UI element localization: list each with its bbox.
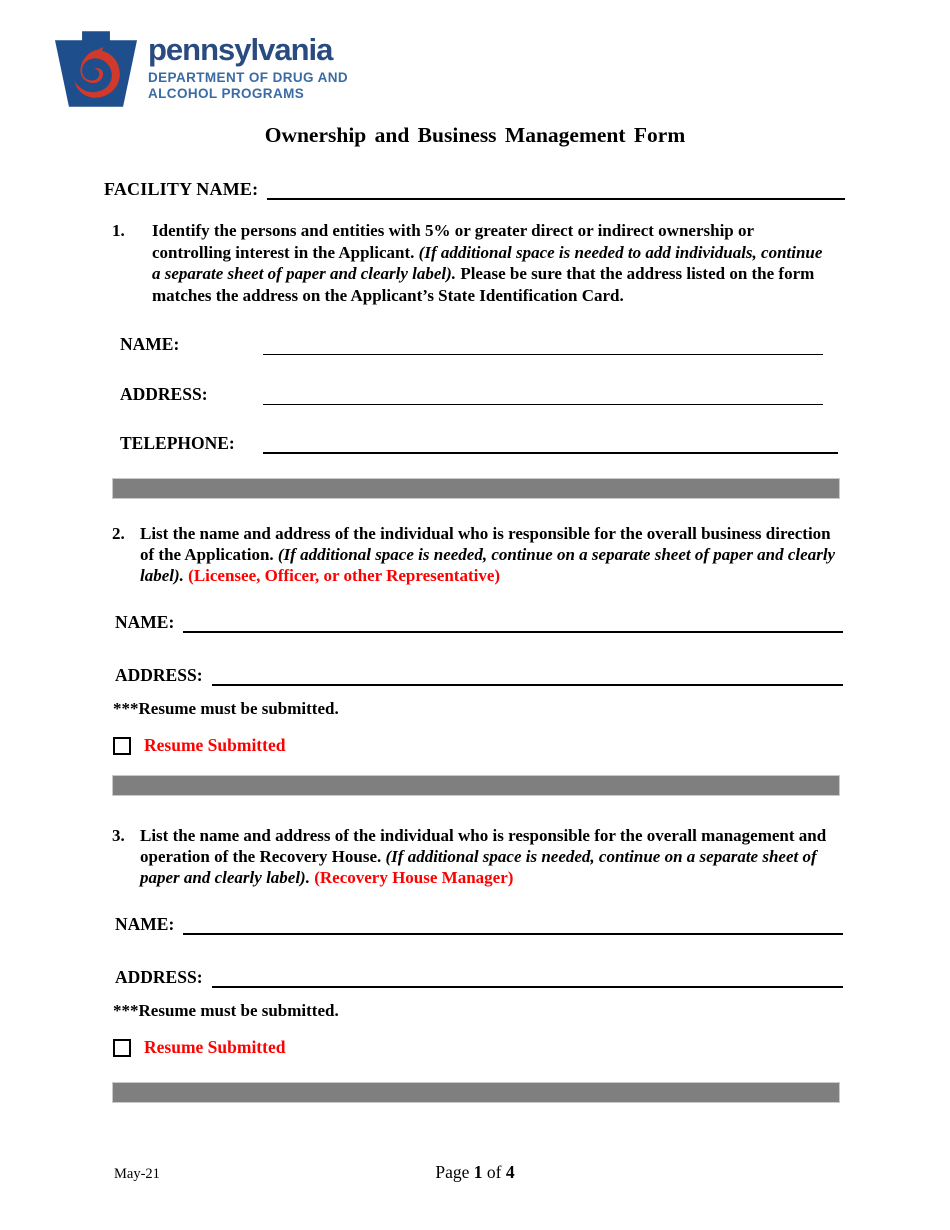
field-row-telephone [120,430,838,454]
resume-checkbox[interactable] [113,737,131,755]
address-input-line[interactable] [263,380,823,405]
name-input-line[interactable] [183,909,843,935]
section-2-paragraph [112,524,844,586]
facility-name-line[interactable] [267,172,845,200]
section-3-paragraph [112,826,844,888]
item-number: 1. [112,221,125,240]
address-input-line[interactable] [212,962,843,988]
resume-checkbox-row [113,735,285,756]
form-title: Ownership and Business Management Form [264,123,686,147]
telephone-input-line[interactable] [263,428,838,454]
item-text: List the name and address of the individual who is responsible for the overall business direction of the Application. (If additional space is needed, continue on a separate sheet of paper and clearly label). (Licensee, Officer, or other Representative) [140,524,836,585]
pa-ddap-logo [55,30,348,108]
address-label: ADDRESS: [120,384,208,404]
field-row-name [115,609,843,633]
footer-date: May-21 [114,1166,160,1182]
logo-wordmark: pennsylvania [148,32,333,67]
logo-dept-line1: DEPARTMENT OF DRUG AND [148,70,349,85]
logo-dept-line2: ALCOHOL PROGRAMS [148,85,305,101]
facility-name-label: FACILITY NAME: [104,179,259,199]
field-row-address [115,964,843,988]
resume-note: ***Resume must be submitted. [113,699,339,718]
field-row-name [115,911,843,935]
item-text: Identify the persons and entities with 5% or greater direct or indirect ownership or controlling interest in the Applicant. (If additional space is needed to add individuals, continue a separate sheet of paper and clearly label). Please be sure that the address listed on the form matches the address on the Applicant’s State Identification Card. [152,221,823,305]
address-label: ADDRESS: [115,967,203,987]
section-divider-bar [112,775,840,796]
item-number: 3. [112,826,125,845]
resume-checkbox-row [113,1037,285,1058]
name-label: NAME: [120,334,180,354]
section-1-paragraph [112,220,824,306]
item-text: List the name and address of the individual who is responsible for the overall management and operation of the Recovery House. (If additional space is needed, continue on a separate sheet of paper and clearly label). (Recovery House Manager) [140,826,827,887]
resume-checkbox[interactable] [113,1039,131,1057]
resume-checkbox-label: Resume Submitted [144,1037,286,1057]
field-row-address [120,381,823,405]
item-number: 2. [112,524,125,543]
name-input-line[interactable] [183,607,843,633]
address-label: ADDRESS: [115,665,203,685]
telephone-label: TELEPHONE: [120,433,235,453]
name-label: NAME: [115,612,175,632]
name-input-line[interactable] [263,330,823,355]
section-divider-bar [112,1082,840,1103]
facility-name-row [104,174,845,200]
field-row-name [120,331,823,355]
field-row-address [115,662,843,686]
section-divider-bar [112,478,840,499]
footer-page-number: Page 1 of 4 [435,1162,515,1182]
name-label: NAME: [115,914,175,934]
keystone-phoenix-icon [55,30,137,108]
resume-checkbox-label: Resume Submitted [144,735,286,755]
resume-note: ***Resume must be submitted. [113,1001,339,1020]
address-input-line[interactable] [212,660,843,686]
